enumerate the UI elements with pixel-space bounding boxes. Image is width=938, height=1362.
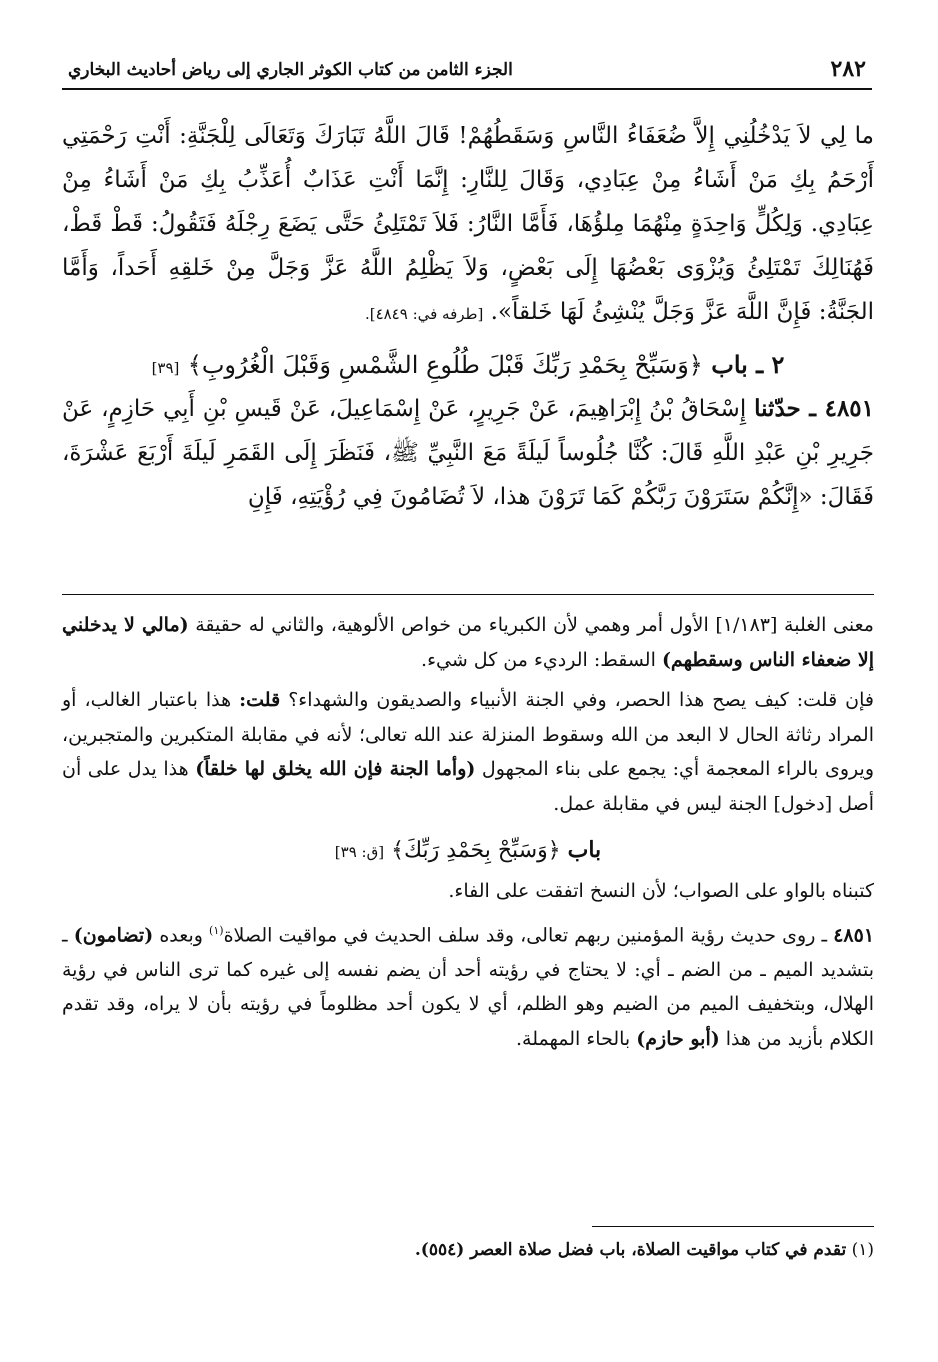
hadith-number: ٤٨٥١ ـ حدّثنا: [754, 395, 875, 422]
page-number: ٢٨٢: [830, 56, 866, 82]
commentary-text: هذا باعتبار الغالب، أو المراد رثاثة الحال لا البعد من الله وسقوط المنزلة عند الله تعالى؛ لأنه في مقابلة المتكبرين والمتجبرين، ويروى بالراء المعجمة أي: يجمع على بناء المجهول: [62, 689, 875, 780]
commentary-text: ـ بتشديد الميم ـ من الضم ـ أي: لا يحتاج في رؤيته أحد أن يضم نفسه إلى غيره كما ترى الناس في رؤية الهلال، وبتخفيف الميم من الضيم وهو الظلم، أي لا يكون أحد مظلوماً في رؤيته بأن لا يراه، وقد تقدم الكلام بأزيد من هذا: [62, 924, 874, 1050]
hadith-number: ٤٨٥١: [833, 924, 875, 947]
quoted-phrase: (تضامون): [73, 924, 154, 947]
commentary-text: فإن قلت: كيف يصح هذا الحصر، وفي الجنة الأنبياء والصديقون والشهداء؟: [288, 689, 875, 711]
hadith-continuation: [62, 114, 874, 336]
hadith-cross-reference: [طرفه في: ٤٨٤٩].: [364, 305, 484, 323]
page-header: [62, 48, 872, 90]
commentary-text: هذا يدل على أن أصل [دخول] الجنة ليس في مقابلة عمل.: [62, 758, 874, 815]
running-title: الجزء الثامن من كتاب الكوثر الجاري إلى رياض أحاديث البخاري: [68, 60, 513, 80]
commentary-text: وبعده: [159, 924, 203, 947]
hadith-text: إِسْحَاقُ بْنُ إِبْرَاهِيمَ، عَنْ جَرِيرٍ، عَنْ إِسْمَاعِيلَ، عَنْ قَيسِ بْنِ أَبِي حَازِمٍ، عَنْ جَرِيرِ بْنِ عَبْدِ اللَّهِ قَالَ: كُنَّا جُلُوساً لَيلَةً مَعَ النَّبِيِّ ﷺ، فَنَظَرَ إِلَى القَمَرِ لَيلَةَ أَرْبَعَ عَشْرَةَ، فَقَالَ: «إِنَّكُمْ سَتَرَوْنَ رَبَّكُمْ كَمَا تَرَوْنَ هذا، لاَ تُضَامُونَ فِي رُؤْيَتِهِ، فَإِنِ: [62, 396, 874, 510]
commentary-paragraph-2: [62, 683, 874, 821]
hadith-continuation-text: ما لِي لاَ يَدْخُلُنِي إِلاَّ ضُعَفَاءُ النَّاسِ وَسَقَطُهُمْ! قَالَ اللَّهُ تَبَارَكَ وَتَعَالَى لِلْجَنَّةِ: أَنْتِ رَحْمَتِي أَرْحَمُ بِكِ مَنْ أَشَاءُ مِنْ عِبَادِي، وَقَالَ لِلنَّارِ: إِنَّمَا أَنْتِ عَذَابٌ أُعَذِّبُ بِكِ مَنْ أَشَاءُ مِنْ عِبَادِي. وَلِكُلٍّ وَاحِدَةٍ مِنْهُمَا مِلؤُهَا، فَأَمَّا النَّارُ: فَلاَ تَمْتَلِئُ حَتَّى يَضَعَ رِجْلَهُ فَتَقُولُ: قَطْ قَطْ، فَهُنَالِكَ تَمْتَلِئُ وَيُزْوَى بَعْضُهَا إِلَى بَعْضٍ، وَلاَ يَظْلِمُ اللَّهُ عَزَّ وَجَلَّ مِنْ خَلقِهِ أَحَداً، وَأَمَّا الجَنَّةُ: فَإِنَّ اللَّهَ عَزَّ وَجَلَّ يُنْشِئُ لَهَا خَلقاً».: [62, 123, 874, 325]
chapter-heading: [62, 350, 874, 379]
commentary-text: بالحاء المهملة.: [516, 1027, 631, 1050]
chapter-label: باب: [567, 837, 602, 863]
chapter-verse-ref: [٣٩]: [151, 359, 180, 377]
footnote-divider: [592, 1226, 874, 1227]
chapter-quran-verse: ﴿وَسَبِّحْ بِحَمْدِ رَبِّكَ قَبْلَ طُلُوعِ الشَّمْسِ وَقَبْلَ الْغُرُوبِ﴾: [187, 351, 703, 379]
footnote-text: تقدم في كتاب مواقيت الصلاة، باب فضل صلاة العصر (٥٥٤).: [414, 1240, 847, 1260]
footnote-number: (١): [851, 1240, 874, 1260]
section-divider: [62, 594, 874, 595]
hadith-section: [62, 114, 874, 519]
quoted-phrase: (وأما الجنة فإن الله يخلق لها خلقاً): [195, 758, 476, 780]
commentary-text: معنى الغلبة [١/١٨٣] الأول أمر وهمي لأن الكبرياء من خواص الألوهية، والثاني له حقيقة: [195, 614, 874, 636]
commentary-paragraph-4: [62, 914, 874, 1056]
hadith-4851: [62, 387, 874, 519]
chapter-number-label: ٢ ـ باب: [711, 350, 785, 379]
footnote: [64, 1240, 874, 1260]
chapter-quran-verse: ﴿وَسَبِّحْ بِحَمْدِ رَبِّكَ﴾: [391, 838, 561, 863]
commentary-section: [62, 608, 874, 1062]
commentary-paragraph-1: [62, 608, 874, 677]
quoted-phrase: (مالي لا يدخلني إلا ضعفاء الناس وسقطهم): [62, 614, 874, 671]
commentary-text: ـ روى حديث رؤية المؤمنين ربهم تعالى، وقد سلف الحديث في مواقيت الصلاة: [223, 924, 828, 947]
footnote-marker: (١): [209, 924, 224, 937]
quoted-phrase: (أبو حازم): [636, 1027, 720, 1050]
commentary-paragraph-3: كتبناه بالواو على الصواب؛ لأن النسخ اتفقت على الفاء.: [448, 879, 874, 902]
commentary-text: السقط: الرديء من كل شيء.: [421, 648, 656, 671]
commentary-chapter-heading: [62, 833, 874, 870]
answer-marker: قلت:: [239, 689, 281, 711]
chapter-verse-ref: [ق: ٣٩]: [334, 843, 385, 861]
